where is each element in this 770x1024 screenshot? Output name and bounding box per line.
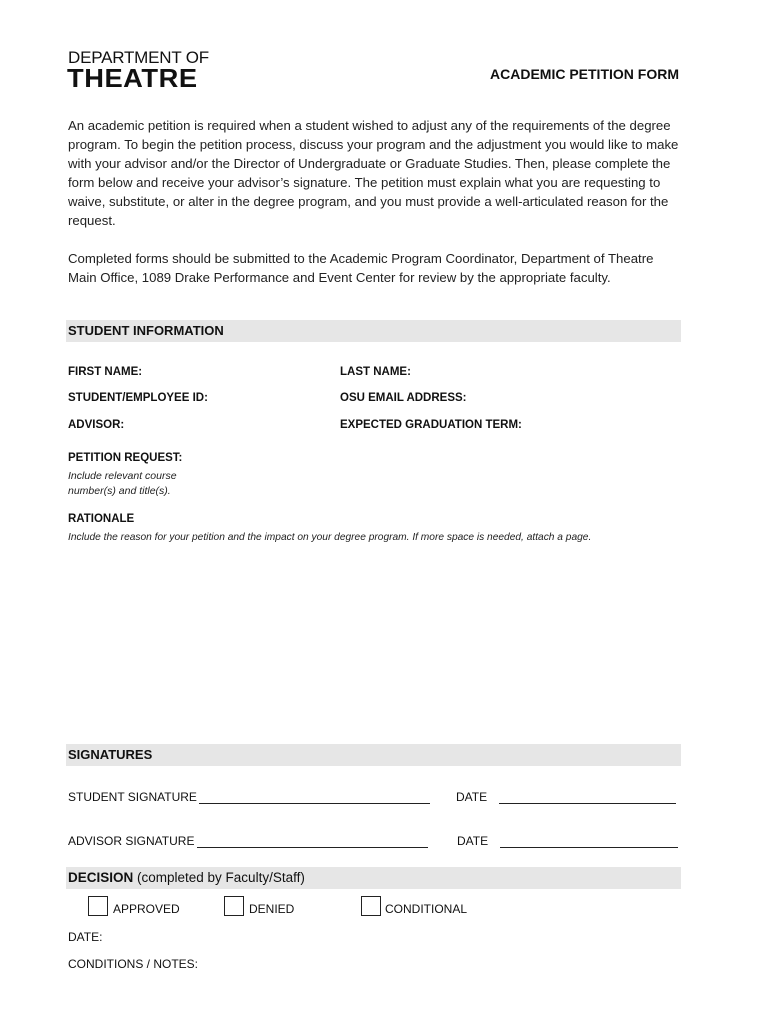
decision-heading-note: (completed by Faculty/Staff)	[133, 870, 305, 885]
petition-request-hint-line2: number(s) and title(s).	[68, 485, 171, 497]
student-signature-label: STUDENT SIGNATURE	[68, 790, 197, 804]
denied-label: DENIED	[249, 902, 295, 916]
signatures-heading: SIGNATURES	[66, 744, 681, 766]
intro-paragraph-1: An academic petition is required when a student wished to adjust any of the requirements of the degree program. To begin the petition process, discuss your program and the adjustment you would like to make with your advisor and/or the Director of Undergraduate or Graduate Studies. Then, please complete the form below and receive your advisor’s signature. The petition must explain what you are requesting to waive, substitute, or alter in the degree program, and you must provide a well-articulated reason for the request.	[68, 118, 679, 228]
graduation-term-label: EXPECTED GRADUATION TERM:	[340, 419, 522, 431]
student-id-label: STUDENT/EMPLOYEE ID:	[68, 392, 208, 404]
student-date-line[interactable]	[499, 803, 676, 804]
advisor-date-line[interactable]	[500, 847, 678, 848]
form-title: ACADEMIC PETITION FORM	[490, 66, 679, 82]
rationale-label: RATIONALE	[68, 513, 135, 525]
conditional-label: CONDITIONAL	[385, 902, 468, 916]
advisor-signature-line[interactable]	[197, 847, 428, 848]
department-of-label: DEPARTMENT OF	[68, 48, 209, 67]
last-name-label: LAST NAME:	[340, 366, 411, 378]
conditional-checkbox[interactable]	[361, 896, 381, 916]
conditions-notes-label: CONDITIONS / NOTES:	[68, 957, 199, 971]
decision-heading	[66, 867, 681, 889]
advisor-label: ADVISOR:	[68, 419, 125, 431]
student-information-heading: STUDENT INFORMATION	[66, 320, 681, 342]
rationale-hint: Include the reason for your petition and the impact on your degree program. If more space is needed, attach a page.	[68, 532, 592, 543]
intro-paragraph-2: Completed forms should be submitted to the Academic Program Coordinator, Department of Theatre Main Office, 1089 Drake Performance and Event Center for review by the appropriate faculty.	[68, 251, 654, 285]
decision-date-label: DATE:	[68, 930, 103, 944]
advisor-signature-label: ADVISOR SIGNATURE	[68, 834, 195, 848]
advisor-date-label: DATE	[457, 834, 489, 848]
first-name-label: FIRST NAME:	[68, 366, 143, 378]
student-date-label: DATE	[456, 790, 488, 804]
decision-heading-bold: DECISION	[68, 870, 134, 885]
denied-checkbox[interactable]	[224, 896, 244, 916]
approved-checkbox[interactable]	[88, 896, 108, 916]
petition-request-hint-line1: Include relevant course	[68, 470, 177, 482]
petition-request-label: PETITION REQUEST:	[68, 452, 183, 464]
student-signature-line[interactable]	[199, 803, 430, 804]
department-name-logo: THEATRE	[67, 63, 198, 93]
email-label: OSU EMAIL ADDRESS:	[340, 392, 467, 404]
approved-label: APPROVED	[113, 902, 180, 916]
